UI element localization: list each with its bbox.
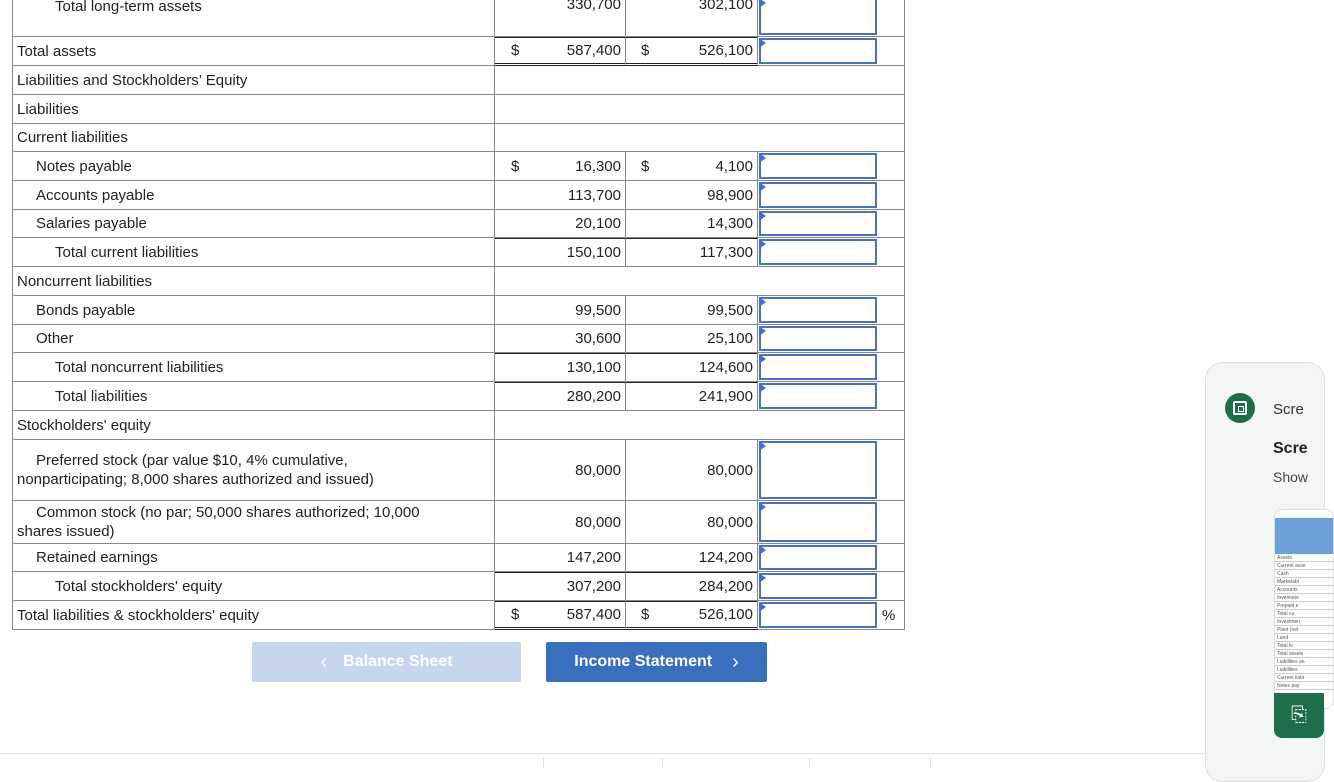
cell-current-year	[495, 544, 626, 572]
row-label-line2: shares issued)	[17, 523, 115, 540]
dollar-sign: $	[511, 157, 520, 175]
value-current-year: 113,700	[567, 186, 621, 204]
row-label-line2: nonparticipating; 8,000 shares authorized and issued)	[17, 471, 374, 488]
cell-prior-year	[626, 572, 758, 601]
cell-prior-year	[626, 325, 758, 353]
thumbnail-line: Assets	[1275, 554, 1333, 562]
thumbnail-line: Inventorie	[1275, 594, 1333, 602]
thumbnail-line: Investmen	[1275, 618, 1333, 626]
cell-prior-year	[626, 501, 758, 544]
percent-input[interactable]	[759, 602, 877, 628]
percent-input[interactable]	[759, 545, 877, 570]
dollar-sign: $	[511, 42, 520, 59]
cell-prior-year	[626, 296, 758, 325]
row-label: Liabilities	[12, 95, 495, 124]
thumbnail-line: Notes pay	[1275, 682, 1333, 690]
value-current-year: 587,400	[566, 42, 621, 59]
thumbnail-line: Cash	[1275, 570, 1333, 578]
row-label: Total liabilities & stockholders' equity	[12, 601, 495, 630]
cell-current-year	[495, 353, 626, 382]
cell-prior-year	[626, 238, 758, 267]
row-label	[12, 0, 495, 37]
row-label: Noncurrent liabilities	[12, 267, 495, 296]
cell-percent	[758, 37, 905, 66]
cell-prior-year	[626, 0, 758, 37]
value-current-year: 30,600	[575, 330, 621, 347]
dollar-sign: $	[511, 606, 520, 623]
panel-header: Scre	[1273, 401, 1304, 418]
percent-input[interactable]	[759, 502, 877, 542]
cell-current-year	[495, 37, 626, 66]
cell-current-year	[495, 296, 626, 325]
cell-current-year	[495, 152, 626, 181]
value-prior-year: 284,200	[698, 578, 753, 595]
cell-prior-year	[626, 37, 758, 66]
row-total-liabilities-equity	[12, 601, 905, 630]
row-label-line1: Common stock (no par; 50,000 shares authorized; 10,000	[36, 504, 420, 521]
value-prior-year: 4,100	[715, 157, 753, 175]
percent-sign: %	[882, 606, 896, 624]
cell-percent	[758, 238, 905, 267]
thumbnail-lines	[1275, 554, 1333, 690]
row-label	[12, 501, 495, 544]
value-current-year: 80,000	[575, 513, 621, 531]
cell-prior-year	[626, 601, 758, 630]
percent-input[interactable]	[759, 211, 877, 236]
screenshot-side-panel[interactable]	[1205, 362, 1325, 782]
row-stockholders-equity-header	[12, 411, 905, 440]
thumbnail-line: Plant (net	[1275, 626, 1333, 634]
value-current-year: 147,200	[566, 549, 621, 566]
value-prior-year: 99,500	[707, 301, 753, 319]
divider-tick	[662, 758, 663, 768]
dollar-sign: $	[641, 157, 650, 175]
cell-current-year	[495, 572, 626, 601]
thumbnail-line: Liabilities an	[1275, 658, 1333, 666]
value-current-year: 587,400	[566, 606, 621, 623]
income-statement-next-button[interactable]	[546, 642, 767, 682]
row-label: Notes payable	[12, 152, 495, 181]
cell-current-year	[495, 440, 626, 501]
percent-input[interactable]	[759, 38, 877, 64]
panel-title: Scre	[1273, 440, 1308, 457]
cell-prior-year	[626, 544, 758, 572]
cell-percent	[758, 440, 905, 501]
cell-percent	[758, 210, 905, 238]
row-common-stock	[12, 501, 905, 544]
cell-current-year	[495, 501, 626, 544]
thumbnail-header	[1275, 518, 1333, 554]
row-total-liabilities	[12, 382, 905, 411]
cell-percent	[758, 152, 905, 181]
percent-input[interactable]	[759, 354, 877, 380]
prev-button-label: Balance Sheet	[343, 653, 453, 670]
screenshot-icon[interactable]	[1225, 393, 1255, 423]
value-prior-year: 124,600	[698, 359, 753, 376]
row-label: Salaries payable	[12, 210, 495, 238]
row-label: Total liabilities	[12, 382, 495, 411]
value-current-year: 280,200	[566, 388, 621, 405]
empty-cells	[495, 267, 905, 296]
value-prior-year: 526,100	[698, 606, 753, 623]
bottom-divider	[0, 753, 1205, 754]
percent-input[interactable]	[759, 441, 877, 499]
row-preferred-stock	[12, 440, 905, 501]
row-label: Other	[12, 325, 495, 353]
empty-cells	[495, 95, 905, 124]
cell-percent	[758, 572, 905, 601]
cell-prior-year	[626, 181, 758, 210]
thumbnail-line: Current liabi	[1275, 674, 1333, 682]
cell-prior-year	[626, 210, 758, 238]
row-total-current-liabilities	[12, 238, 905, 267]
dollar-sign: $	[641, 42, 650, 59]
row-total-long-term-assets	[12, 0, 905, 37]
value-prior-year: 124,200	[698, 549, 753, 566]
screenshot-thumbnail[interactable]	[1274, 509, 1334, 709]
row-salaries-payable	[12, 210, 905, 238]
value-current-year: 307,200	[566, 578, 621, 595]
cell-percent	[758, 0, 905, 37]
thumbnail-line: Total assets	[1275, 650, 1333, 658]
cell-current-year	[495, 210, 626, 238]
row-label: Total current liabilities	[12, 238, 495, 267]
percent-input[interactable]	[759, 153, 877, 179]
cell-current-year	[495, 601, 626, 630]
empty-cells	[495, 66, 905, 95]
value-current-year: 99,500	[575, 301, 621, 319]
thumbnail-line: Accounts	[1275, 586, 1333, 594]
row-liabilities-header	[12, 95, 905, 124]
row-label-text: Total long-term assets	[55, 0, 202, 15]
cell-current-year	[495, 382, 626, 411]
row-label: Retained earnings	[12, 544, 495, 572]
cell-prior-year	[626, 382, 758, 411]
empty-cells	[495, 124, 905, 152]
cell-percent	[758, 544, 905, 572]
row-total-assets	[12, 37, 905, 66]
row-noncurrent-liabilities-header	[12, 267, 905, 296]
row-accounts-payable	[12, 181, 905, 210]
divider-tick	[809, 758, 810, 768]
value-prior-year: 526,100	[698, 42, 753, 59]
row-label	[12, 440, 495, 501]
cell-percent	[758, 601, 905, 630]
row-label: Stockholders' equity	[12, 411, 495, 440]
empty-cells	[495, 411, 905, 440]
cell-prior-year	[626, 440, 758, 501]
next-button-label: Income Statement	[574, 653, 713, 670]
cell-prior-year	[626, 152, 758, 181]
value-current-year: 150,100	[566, 244, 621, 261]
row-label: Liabilities and Stockholders’ Equity	[12, 66, 495, 95]
row-total-stockholders-equity	[12, 572, 905, 601]
row-label: Total noncurrent liabilities	[12, 353, 495, 382]
value-prior-year: 80,000	[707, 461, 753, 479]
value-prior-year: 302,100	[698, 0, 753, 13]
thumbnail-line: Current asse	[1275, 562, 1333, 570]
thumbnail-line: Prepaid e	[1275, 602, 1333, 610]
panel-subtitle: Show	[1273, 469, 1309, 485]
cell-percent	[758, 501, 905, 544]
percent-input[interactable]	[759, 326, 877, 351]
percent-input[interactable]	[759, 239, 877, 265]
chevron-right-icon: ›	[732, 650, 739, 673]
cell-current-year	[495, 181, 626, 210]
row-current-liabilities-header	[12, 124, 905, 152]
cell-percent	[758, 181, 905, 210]
balance-sheet-prev-button[interactable]	[252, 642, 521, 682]
clipboard-icon[interactable]: ⎘	[1274, 693, 1324, 738]
value-prior-year: 241,900	[698, 388, 753, 405]
thumbnail-line: Marketabl	[1275, 578, 1333, 586]
thumbnail-line: Total lo	[1275, 642, 1333, 650]
chevron-left-icon: ‹	[320, 650, 328, 673]
row-label-line1: Preferred stock (par value $10, 4% cumulative,	[36, 452, 348, 469]
percent-input[interactable]	[759, 383, 877, 409]
row-label: Current liabilities	[12, 124, 495, 152]
row-label: Total assets	[12, 37, 495, 66]
value-current-year: 330,700	[566, 0, 621, 13]
percent-input[interactable]	[759, 297, 877, 323]
value-prior-year: 98,900	[707, 186, 753, 204]
cell-current-year	[495, 325, 626, 353]
cell-prior-year	[626, 353, 758, 382]
thumbnail-line: Liabilities	[1275, 666, 1333, 674]
row-label: Total stockholders' equity	[12, 572, 495, 601]
divider-tick	[930, 758, 931, 768]
value-prior-year: 14,300	[707, 215, 753, 232]
cell-current-year	[495, 0, 626, 37]
percent-input[interactable]	[759, 182, 877, 208]
thumbnail-line: Total cu	[1275, 610, 1333, 618]
row-retained-earnings	[12, 544, 905, 572]
value-current-year: 16,300	[575, 157, 621, 175]
value-current-year: 80,000	[575, 461, 621, 479]
cell-current-year	[495, 238, 626, 267]
thumbnail-line: Land	[1275, 634, 1333, 642]
dollar-sign: $	[641, 606, 650, 623]
value-prior-year: 25,100	[707, 330, 753, 347]
value-prior-year: 117,300	[699, 244, 753, 261]
row-other	[12, 325, 905, 353]
row-notes-payable	[12, 152, 905, 181]
value-prior-year: 80,000	[707, 513, 753, 531]
value-current-year: 130,100	[566, 359, 621, 376]
percent-input[interactable]	[759, 0, 877, 35]
value-current-year: 20,100	[575, 215, 621, 232]
cell-percent	[758, 325, 905, 353]
row-total-noncurrent-liabilities	[12, 353, 905, 382]
row-liabilities-equity-header	[12, 66, 905, 95]
row-bonds-payable	[12, 296, 905, 325]
percent-input[interactable]	[759, 573, 877, 599]
cell-percent	[758, 382, 905, 411]
cell-percent	[758, 296, 905, 325]
row-label: Bonds payable	[12, 296, 495, 325]
divider-tick	[543, 758, 544, 768]
row-label: Accounts payable	[12, 181, 495, 210]
cell-percent	[758, 353, 905, 382]
